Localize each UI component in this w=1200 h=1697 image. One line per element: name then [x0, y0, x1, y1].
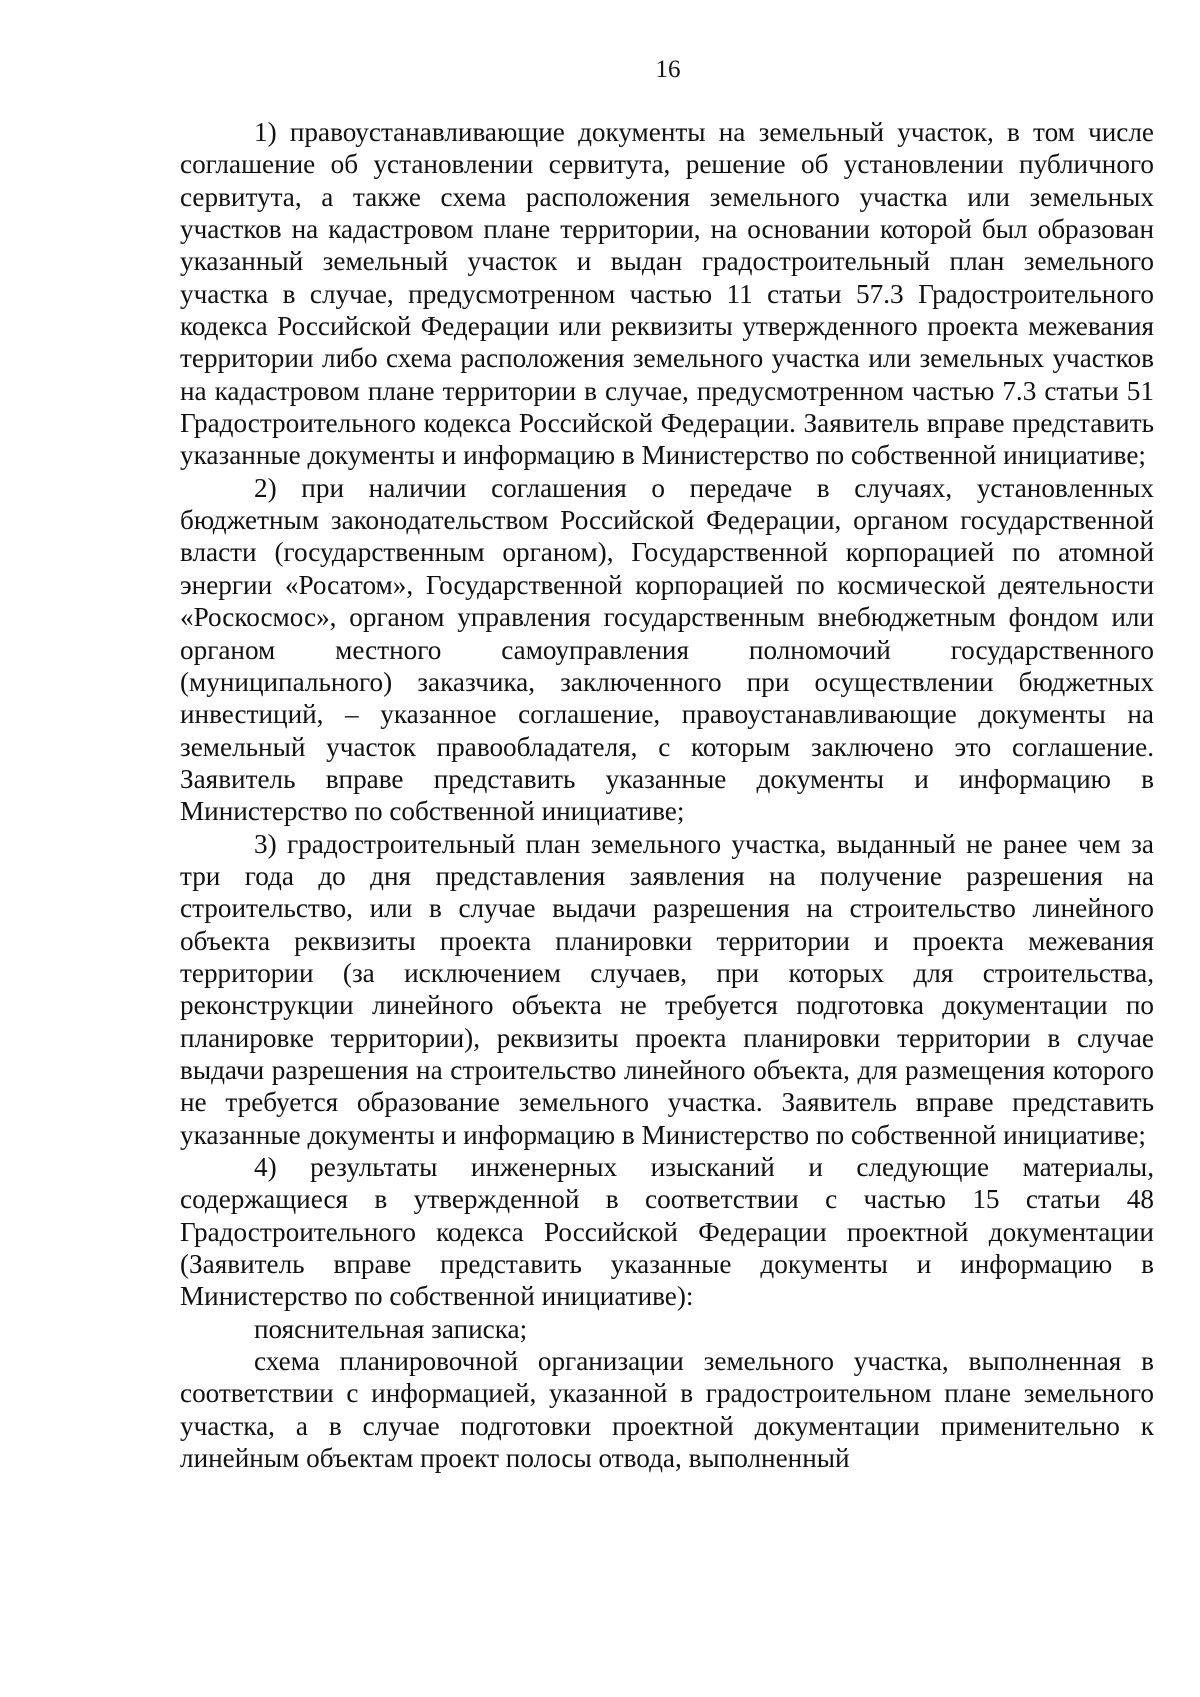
page-number: 16: [655, 56, 681, 83]
paragraph-item-2: 2) при наличии соглашения о передаче в случаях, установленных бюджетным законодательством Российской Федерации, органом государственной власти (государственным органом), Государственной корпорацией по атомной энергии «Росатом», Государственной корпорацией по космической деятельности «Роскосмос», органом управления государственным внебюджетным фондом или органом местного самоуправления полномочий государственного (муниципального) заказчика, заключенного при осуществлении бюджетных инвестиций, – указанное соглашение, правоустанавливающие документы на земельный участок правообладателя, с которым заключено это соглашение. Заявитель вправе представить указанные документы и информацию в Министерство по собственной инициативе;: [180, 472, 1154, 827]
paragraph-explanatory-note: пояснительная записка;: [254, 1313, 528, 1344]
paragraph-site-plan-scheme: схема планировочной организации земельного участка, выполненная в соответствии с информацией, указанной в градостроительном плане земельного участка, а в случае подготовки проектной документации применительно к линейным объектам проект полосы отвода, выполненный: [180, 1346, 1154, 1474]
document-body: [180, 116, 1154, 1474]
paragraph-item-3: 3) градостроительный план земельного участка, выданный не ранее чем за три года до дня представления заявления на получение разрешения на строительство, или в случае выдачи разрешения на строительство линейного объекта реквизиты проекта планировки территории и проекта межевания территории (за исключением случаев, при которых для строительства, реконструкции линейного объекта не требуется подготовка документации по планировке территории), реквизиты проекта планировки территории в случае выдачи разрешения на строительство линейного объекта, для размещения которого не требуется образование земельного участка. Заявитель вправе представить указанные документы и информацию в Министерство по собственной инициативе;: [180, 828, 1154, 1150]
paragraph-item-1: 1) правоустанавливающие документы на земельный участок, в том числе соглашение об установлении сервитута, решение об установлении публичного сервитута, а также схема расположения земельного участка или земельных участков на кадастровом плане территории, на основании которой был образован указанный земельный участок и выдан градостроительный план земельного участка в случае, предусмотренном частью 11 статьи 57.3 Градостроительного кодекса Российской Федерации или реквизиты утвержденного проекта межевания территории либо схема расположения земельного участка или земельных участков на кадастровом плане территории в случае, предусмотренном частью 7.3 статьи 51 Градостроительного кодекса Российской Федерации. Заявитель вправе представить указанные документы и информацию в Министерство по собственной инициативе;: [180, 117, 1154, 471]
paragraph-item-4: 4) результаты инженерных изысканий и следующие материалы, содержащиеся в утвержденной в соответствии с частью 15 статьи 48 Градостроительного кодекса Российской Федерации проектной документации (Заявитель вправе представить указанные документы и информацию в Министерство по собственной инициативе):: [180, 1152, 1154, 1312]
